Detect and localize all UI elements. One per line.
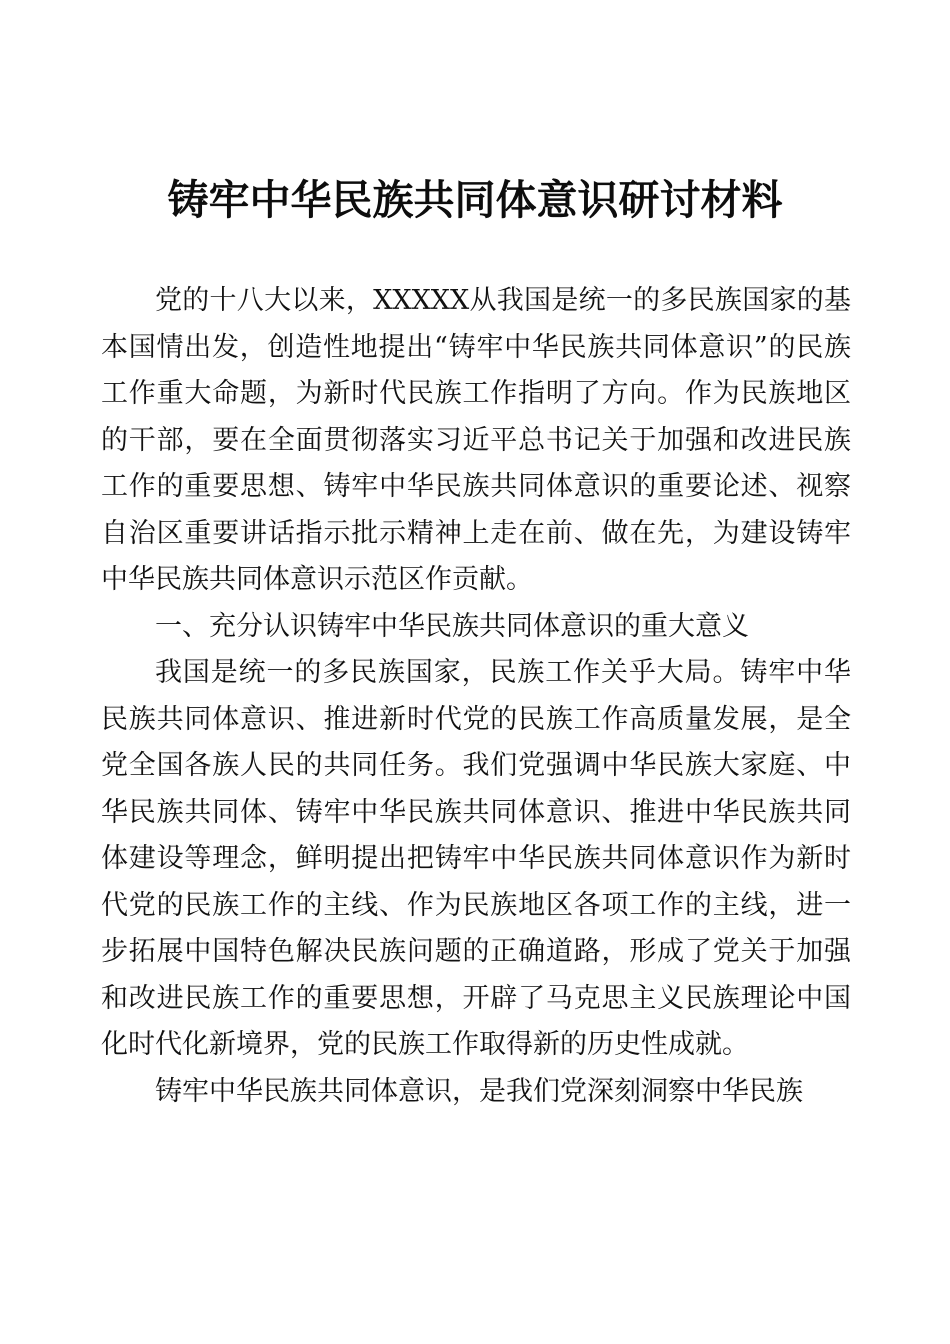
intro-paragraph: 党的十八大以来，XXXXX从我国是统一的多民族国家的基本国情出发，创造性地提出“铸牢中华民族共同体意识”的民族工作重大命题，为新时代民族工作指明了方向。作为民族地区的干部，要在全面贯彻落实习近平总书记关于加强和改进民族工作的重要思想、铸牢中华民族共同体意识的重要论述、视察自治区重要讲话指示批示精神上走在前、做在先，为建设铸牢中华民族共同体意识示范区作贡献。 xyxy=(101,285,851,595)
body-paragraph-2: 铸牢中华民族共同体意识，是我们党深刻洞察中华民族 xyxy=(155,1075,803,1107)
body-paragraph-1: 我国是统一的多民族国家，民族工作关乎大局。铸牢中华民族共同体意识、推进新时代党的民族工作高质量发展，是全党全国各族人民的共同任务。我们党强调中华民族大家庭、中华民族共同体、铸牢中华民族共同体意识、推进中华民族共同体建设等理念，鲜明提出把铸牢中华民族共同体意识作为新时代党的民族工作的主线、作为民族地区各项工作的主线，进一步拓展中国特色解决民族问题的正确道路，形成了党关于加强和改进民族工作的重要思想，开辟了马克思主义民族理论中国化时代化新境界，党的民族工作取得新的历史性成就。 xyxy=(101,657,851,1060)
document-title: 铸牢中华民族共同体意识研讨材料 xyxy=(167,176,783,224)
section-heading-1: 一、充分认识铸牢中华民族共同体意识的重大意义 xyxy=(155,610,749,642)
document-body xyxy=(101,278,851,1115)
